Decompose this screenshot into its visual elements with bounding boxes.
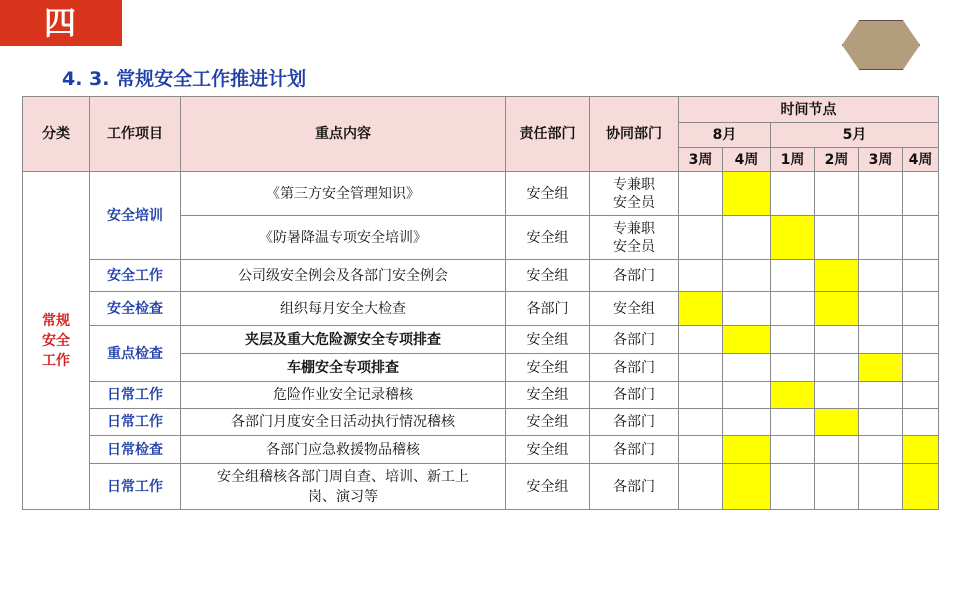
cooperating-cell: 专兼职 安全员	[590, 216, 679, 260]
week-cell-scheduled	[815, 409, 859, 436]
week-cell	[859, 216, 903, 260]
week-cell	[679, 354, 723, 382]
week-cell	[679, 216, 723, 260]
week-cell	[723, 382, 771, 409]
cooperating-cell: 安全组	[590, 292, 679, 326]
table-row	[23, 292, 939, 326]
week-cell	[679, 172, 723, 216]
header-category: 分类	[23, 97, 90, 172]
header-content: 重点内容	[181, 97, 506, 172]
work-item-cell: 日常工作	[90, 464, 181, 510]
week-cell	[815, 172, 859, 216]
week-cell-scheduled	[903, 436, 939, 464]
safety-plan-table	[22, 96, 939, 510]
week-cell	[771, 172, 815, 216]
responsible-cell: 安全组	[506, 464, 590, 510]
week-cell	[679, 260, 723, 292]
content-cell: 各部门应急救援物品稽核	[181, 436, 506, 464]
header-responsible: 责任部门	[506, 97, 590, 172]
week-cell-scheduled	[723, 172, 771, 216]
week-cell	[859, 464, 903, 510]
week-cell	[723, 292, 771, 326]
week-cell	[771, 409, 815, 436]
header-week: 2周	[815, 148, 859, 172]
week-cell	[903, 409, 939, 436]
responsible-cell: 安全组	[506, 382, 590, 409]
category-cell: 常规 安全 工作	[23, 172, 90, 510]
week-cell	[815, 464, 859, 510]
content-cell: 车棚安全专项排查	[181, 354, 506, 382]
week-cell-scheduled	[723, 436, 771, 464]
week-cell	[815, 436, 859, 464]
week-cell-scheduled	[771, 382, 815, 409]
table-row	[23, 436, 939, 464]
work-item-cell: 日常检查	[90, 436, 181, 464]
week-cell	[903, 292, 939, 326]
header-week: 3周	[859, 148, 903, 172]
week-cell	[903, 326, 939, 354]
cooperating-cell: 各部门	[590, 464, 679, 510]
week-cell	[815, 354, 859, 382]
week-cell	[859, 260, 903, 292]
table-row	[23, 172, 939, 216]
week-cell	[859, 326, 903, 354]
header-week: 1周	[771, 148, 815, 172]
week-cell-scheduled	[859, 354, 903, 382]
responsible-cell: 安全组	[506, 172, 590, 216]
week-cell-scheduled	[723, 326, 771, 354]
content-cell: 公司级安全例会及各部门安全例会	[181, 260, 506, 292]
week-cell	[723, 260, 771, 292]
week-cell	[771, 292, 815, 326]
week-cell	[815, 326, 859, 354]
week-cell	[903, 354, 939, 382]
week-cell	[859, 382, 903, 409]
table-row	[23, 409, 939, 436]
week-cell	[903, 382, 939, 409]
week-cell	[723, 354, 771, 382]
content-cell: 夹层及重大危险源安全专项排查	[181, 326, 506, 354]
content-cell: 安全组稽核各部门周自查、培训、新工上 岗、演习等	[181, 464, 506, 510]
week-cell-scheduled	[815, 260, 859, 292]
cooperating-cell: 各部门	[590, 354, 679, 382]
cooperating-cell: 各部门	[590, 260, 679, 292]
week-cell	[903, 172, 939, 216]
section-number: 四	[43, 4, 76, 42]
week-cell	[859, 172, 903, 216]
header-week: 4周	[903, 148, 939, 172]
week-cell	[859, 409, 903, 436]
week-cell	[771, 436, 815, 464]
header-week: 4周	[723, 148, 771, 172]
week-cell-scheduled	[723, 464, 771, 510]
table-row	[23, 326, 939, 354]
responsible-cell: 安全组	[506, 260, 590, 292]
responsible-cell: 安全组	[506, 326, 590, 354]
responsible-cell: 安全组	[506, 436, 590, 464]
week-cell	[771, 464, 815, 510]
week-cell	[859, 292, 903, 326]
section-number-badge	[0, 0, 122, 46]
week-cell-scheduled	[679, 292, 723, 326]
work-item-cell: 安全培训	[90, 172, 181, 260]
week-cell	[815, 216, 859, 260]
week-cell-scheduled	[903, 464, 939, 510]
header-cooperating: 协同部门	[590, 97, 679, 172]
week-cell	[771, 260, 815, 292]
header-week: 3周	[679, 148, 723, 172]
week-cell-scheduled	[815, 292, 859, 326]
content-cell: 《防暑降温专项安全培训》	[181, 216, 506, 260]
header-timeline: 时间节点	[679, 97, 939, 123]
week-cell	[679, 409, 723, 436]
work-item-cell: 日常工作	[90, 409, 181, 436]
week-cell-scheduled	[771, 216, 815, 260]
responsible-cell: 各部门	[506, 292, 590, 326]
week-cell	[815, 382, 859, 409]
content-cell: 危险作业安全记录稽核	[181, 382, 506, 409]
header-item: 工作项目	[90, 97, 181, 172]
content-cell: 各部门月度安全日活动执行情况稽核	[181, 409, 506, 436]
week-cell	[723, 409, 771, 436]
cooperating-cell: 各部门	[590, 436, 679, 464]
work-item-cell: 安全工作	[90, 260, 181, 292]
week-cell	[903, 260, 939, 292]
work-item-cell: 重点检查	[90, 326, 181, 382]
week-cell	[679, 436, 723, 464]
cooperating-cell: 专兼职 安全员	[590, 172, 679, 216]
cooperating-cell: 各部门	[590, 326, 679, 354]
table-row	[23, 260, 939, 292]
content-cell: 《第三方安全管理知识》	[181, 172, 506, 216]
content-cell: 组织每月安全大检查	[181, 292, 506, 326]
header-month-aug: 8月	[679, 123, 771, 148]
table-row	[23, 464, 939, 510]
week-cell	[771, 354, 815, 382]
page-title: 4. 3. 常规安全工作推进计划	[62, 68, 307, 90]
responsible-cell: 安全组	[506, 354, 590, 382]
responsible-cell: 安全组	[506, 216, 590, 260]
week-cell	[859, 436, 903, 464]
work-item-cell: 安全检查	[90, 292, 181, 326]
week-cell	[903, 216, 939, 260]
responsible-cell: 安全组	[506, 409, 590, 436]
header-month-may: 5月	[771, 123, 939, 148]
week-cell	[679, 464, 723, 510]
week-cell	[723, 216, 771, 260]
cooperating-cell: 各部门	[590, 409, 679, 436]
week-cell	[679, 326, 723, 354]
week-cell	[771, 326, 815, 354]
decorative-oval-shape	[842, 20, 920, 70]
cooperating-cell: 各部门	[590, 382, 679, 409]
table-row	[23, 382, 939, 409]
week-cell	[679, 382, 723, 409]
work-item-cell: 日常工作	[90, 382, 181, 409]
